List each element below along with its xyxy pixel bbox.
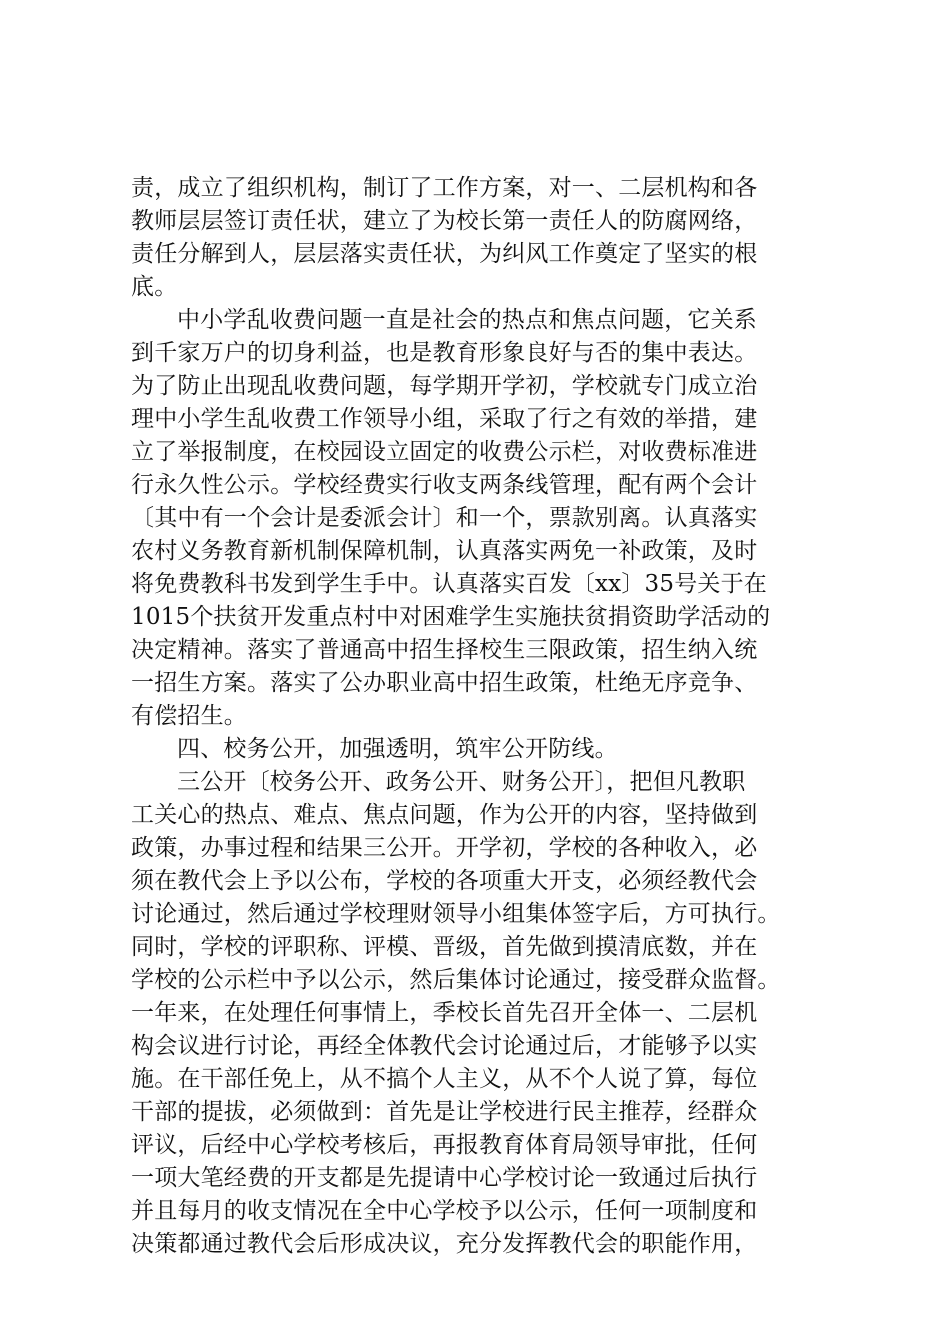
document-body xyxy=(131,172,831,1261)
text-line: 教师层层签订责任状，建立了为校长第一责任人的防腐网络， xyxy=(131,208,758,234)
text-line: 评议，后经中心学校考核后，再报教育体育局领导审批，任何 xyxy=(131,1132,758,1158)
text-line: 1015个扶贫开发重点村中对困难学生实施扶贫捐资助学活动的 xyxy=(131,604,771,630)
text-line: 底。 xyxy=(131,274,178,300)
text-line: 同时，学校的评职称、评模、晋级，首先做到摸清底数，并在 xyxy=(131,934,758,960)
text-line: 农村义务教育新机制保障机制，认真落实两免一补政策，及时 xyxy=(131,538,758,564)
text-line: 责，成立了组织机构，制订了工作方案，对一、二层机构和各 xyxy=(131,175,758,201)
text-line: 施。在干部任免上，从不搞个人主义，从不个人说了算，每位 xyxy=(131,1066,758,1092)
text-line: 行永久性公示。学校经费实行收支两条线管理，配有两个会计 xyxy=(131,472,758,498)
text-line: 工关心的热点、难点、焦点问题，作为公开的内容，坚持做到 xyxy=(131,802,758,828)
text-line: 干部的提拔，必须做到：首先是让学校进行民主推荐，经群众 xyxy=(131,1099,758,1125)
text-line: 学校的公示栏中予以公示，然后集体讨论通过，接受群众监督。 xyxy=(131,967,781,993)
section-heading: 四、校务公开，加强透明，筑牢公开防线。 xyxy=(177,736,618,762)
text-line: 并且每月的收支情况在全中心学校予以公示，任何一项制度和 xyxy=(131,1198,758,1224)
text-line: 决策都通过教代会后形成决议，充分发挥教代会的职能作用， xyxy=(131,1231,758,1257)
paragraph-start-line: 三公开〔校务公开、政务公开、财务公开〕，把但凡教职 xyxy=(177,769,746,795)
text-line: 为了防止出现乱收费问题，每学期开学初，学校就专门成立治 xyxy=(131,373,758,399)
paragraph-start-line: 中小学乱收费问题一直是社会的热点和焦点问题，它关系 xyxy=(177,307,757,333)
text-line: 到千家万户的切身利益，也是教育形象良好与否的集中表达。 xyxy=(131,340,758,366)
text-line: 〔其中有一个会计是委派会计〕和一个，票款别离。认真落实 xyxy=(131,505,758,531)
text-line: 一招生方案。落实了公办职业高中招生政策，杜绝无序竞争、 xyxy=(131,670,758,696)
text-line: 一年来，在处理任何事情上，季校长首先召开全体一、二层机 xyxy=(131,1000,758,1026)
text-line: 有偿招生。 xyxy=(131,703,247,729)
text-line: 理中小学生乱收费工作领导小组，采取了行之有效的举措，建 xyxy=(131,406,758,432)
text-line: 政策，办事过程和结果三公开。开学初，学校的各种收入，必 xyxy=(131,835,758,861)
text-line: 决定精神。落实了普通高中招生择校生三限政策，招生纳入统 xyxy=(131,637,758,663)
text-line: 责任分解到人，层层落实责任状，为纠风工作奠定了坚实的根 xyxy=(131,241,758,267)
text-line: 构会议进行讨论，再经全体教代会讨论通过后，才能够予以实 xyxy=(131,1033,758,1059)
text-line: 立了举报制度，在校园设立固定的收费公示栏，对收费标准进 xyxy=(131,439,758,465)
text-line: 讨论通过，然后通过学校理财领导小组集体签字后，方可执行。 xyxy=(131,901,781,927)
text-line: 须在教代会上予以公布，学校的各项重大开支，必须经教代会 xyxy=(131,868,758,894)
text-line: 将免费教科书发到学生手中。认真落实百发〔xx〕35号关于在 xyxy=(131,571,768,597)
text-line: 一项大笔经费的开支都是先提请中心学校讨论一致通过后执行 xyxy=(131,1165,758,1191)
